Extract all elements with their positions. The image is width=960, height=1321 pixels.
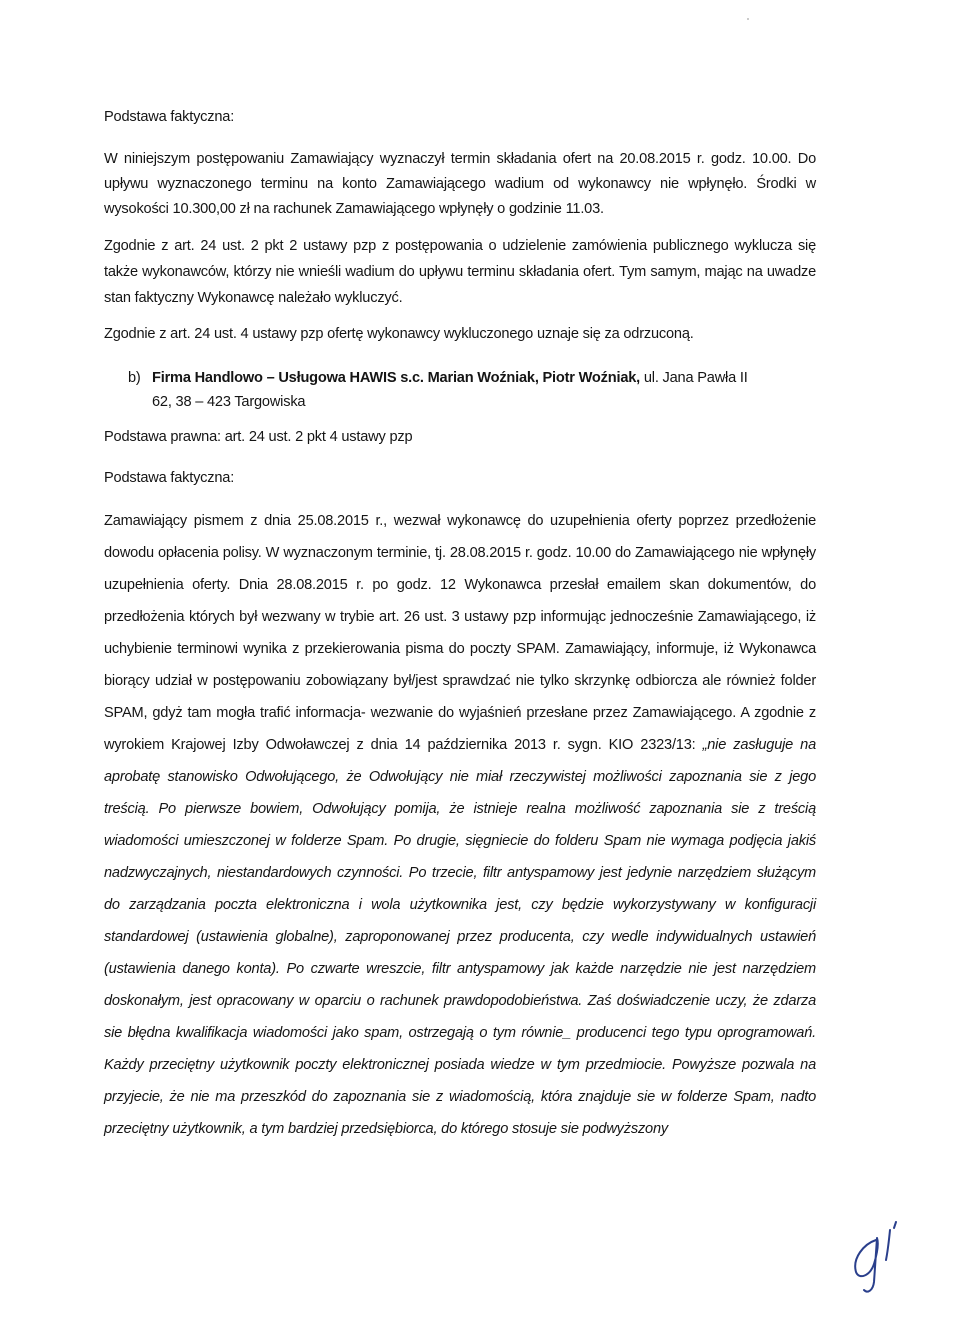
article-24-4-paragraph: Zgodnie z art. 24 ust. 4 ustawy pzp ofertę wykonawcy wykluczonego uznaje się za odrzuconą.: [104, 326, 694, 342]
facts-paragraph: [104, 505, 816, 1145]
facts-label-1: Podstawa faktyczna:: [104, 109, 235, 125]
facts-label-2: Podstawa faktyczna:: [104, 470, 235, 486]
intro-paragraph: W niniejszym postępowaniu Zamawiający wyznaczył termin składania ofert na 20.08.2015 r. godz. 10.00. Do upływu wyznaczonego terminu na konto Zamawiającego wadium od wykonawcy nie wpłynęło. Środki w wysokości 10.300,00 zł na rachunek Zamawiającego wpłynęły o godzinie 11.03.: [104, 151, 816, 217]
list-item-label: b): [128, 370, 141, 386]
firm-name: Firma Handlowo – Usługowa HAWIS s.c. Marian Woźniak, Piotr Woźniak,: [152, 370, 641, 386]
court-ruling-quote: „nie zasługuje na aprobatę stanowisko Odwołującego, że Odwołujący nie miał rzeczywistej możliwości zapoznania sie z jego treścią. Po pierwsze bowiem, Odwołujący pomija, że istnieje realna możliwość zapoznania sie z treścią wiadomości umieszczonej w folderze Spam. Po drugie, sięgniecie do folderu Spam nie wymaga podjęcia jakiś nadzwyczajnych, niestandardowych czynności. Po trzecie, filtr antyspamowy jest jedynie narzędziem służącym do zarządzania poczta elektroniczna i wola użytkownika jest, czy będzie wykorzystywany w konfiguracji standardowej (ustawienia globalne), zaproponowanej przez producenta, czy wedle indywidualnych ustawień (ustawienia danego konta). Po czwarte wreszcie, filtr antyspamowy jak każde narzędzie nie jest narzędziem doskonałym, jest opracowany w oparciu o rachunek prawdopodobieństwa. Zaś doświadczenie uczy, że zdarza sie błędna kwalifikacja wiadomości jako spam, ostrzegają o tym równie_ producenci tego typu oprogramowań. Każdy przeciętny użytkownik poczty elektronicznej posiada wiedze w tym przedmiocie. Powyższe pozwala na przyjecie, że nie ma przeszkód do zapoznania sie z wiadomością, która znajduje sie w folderze Spam, nadto przeciętny użytkownik, a tym bardziej przedsiębiorca, do którego stosuje sie podwyższony: [104, 737, 817, 1137]
handwritten-initials-signature: [846, 1218, 916, 1298]
firm-address-line2: 62, 38 – 423 Targowiska: [152, 394, 306, 410]
firm-list-item: [128, 366, 828, 414]
facts-paragraph-text: Zamawiający pismem z dnia 25.08.2015 r., wezwał wykonawcę do uzupełnienia oferty poprzez przedłożenie dowodu opłacenia polisy. W wyznaczonym terminie, tj. 28.08.2015 r. godz. 10.00 do Zamawiającego nie wpłynęły uzupełnienia oferty. Dnia 28.08.2015 r. po godz. 12 Wykonawca przesłał emailem skan dokumentów, do przedłożenia których był wezwany w trybie art. 26 ust. 3 ustawy pzp informując jednocześnie Zamawiającego, iż uchybienie terminowi wynika z przekierowania pisma do poczty SPAM. Zamawiający, informuje, iż Wykonawca biorący udział w postępowaniu zobowiązany był/jest sprawdzać nie tylko skrzynkę odbiorcza ale również folder SPAM, gdyż tam mogła trafić informacja- wezwanie do wyjaśnień przesłane przez Zamawiającego. A zgodnie z wyrokiem Krajowej Izby Odwoławczej z dnia 14 października 2013 r. sygn. KIO 2323/13:: [104, 513, 816, 753]
scan-speck: [747, 18, 749, 20]
firm-address-line1: ul. Jana Pawła II: [640, 370, 748, 386]
legal-basis: Podstawa prawna: art. 24 ust. 2 pkt 4 ustawy pzp: [104, 429, 413, 445]
article-24-2-paragraph: Zgodnie z art. 24 ust. 2 pkt 2 ustawy pzp z postępowania o udzielenie zamówienia publicznego wyklucza się także wykonawców, którzy nie wnieśli wadium do upływu terminu składania ofert. Tym samym, mając na uwadze stan faktyczny Wykonawcę należało wykluczyć.: [104, 238, 816, 306]
